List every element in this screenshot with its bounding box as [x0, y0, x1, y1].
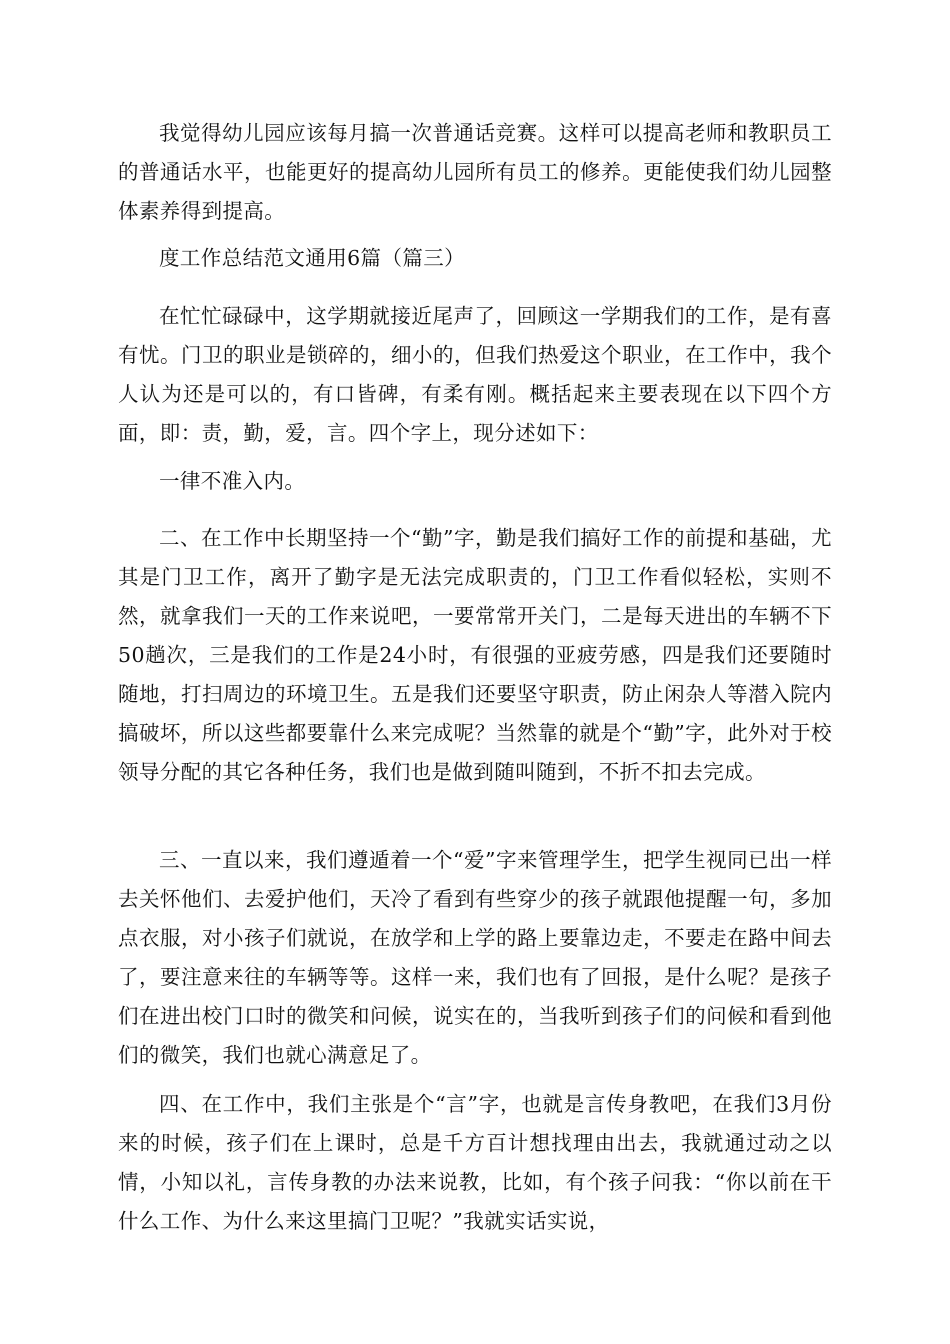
paragraph-intro: 在忙忙碌碌中，这学期就接近尾声了，回顾这一学期我们的工作，是有喜有忧。门卫的职业是锁碎的，细小的，但我们热爱这个职业，在工作中，我个人认为还是可以的，有口皆碑，有柔有刚。概括起来主要表现在以下四个方面，即：责，勤，爱，言。四个字上，现分述如下： — [118, 304, 832, 445]
section-heading-part-three: 度工作总结范文通用6篇（篇三） — [159, 246, 466, 270]
paragraph-no-entry: 一律不准入内。 — [159, 469, 306, 493]
paragraph-love: 三、一直以来，我们遵遁着一个“爱”字来管理学生，把学生视同已出一样去关怀他们、去爱护他们，天冷了看到有些穿少的孩子就跟他提醒一句，多加点衣服，对小孩子们就说，在放学和上学的路上要靠边走，不要走在路中间去了，要注意来往的车辆等等。这样一来，我们也有了回报，是什么呢？是孩子们在进出校门口时的微笑和问候，说实在的，当我听到孩子们的问候和看到他们的微笑，我们也就心满意足了。 — [118, 848, 832, 1067]
paragraph-words: 四、在工作中，我们主张是个“言”字，也就是言传身教吧，在我们3月份来的时候，孩子们在上课时，总是千方百计想找理由出去，我就通过动之以情，小知以礼，言传身教的办法来说教，比如，有个孩子问我：“你以前在干什么工作、为什么来这里搞门卫呢？”我就实话实说， — [118, 1092, 832, 1233]
paragraph-putonghua-contest: 我觉得幼儿园应该每月搞一次普通话竞赛。这样可以提高老师和教职员工的普通话水平，也能更好的提高幼儿园所有员工的修养。更能使我们幼儿园整体素养得到提高。 — [118, 121, 832, 223]
paragraph-diligence: 二、在工作中长期坚持一个“勤”字，勤是我们搞好工作的前提和基础，尤其是门卫工作，离开了勤字是无法完成职责的，门卫工作看似轻松，实则不然，就拿我们一天的工作来说吧，一要常常开关门，二是每天进出的车辆不下50趟次，三是我们的工作是24小时，有很强的亚疲劳感，四是我们还要随时随地，打扫周边的环境卫生。五是我们还要坚守职责，防止闲杂人等潜入院内搞破坏，所以这些都要靠什么来完成呢？当然靠的就是个“勤”字，此外对于校领导分配的其它各种任务，我们也是做到随叫随到，不折不扣去完成。 — [118, 526, 832, 784]
